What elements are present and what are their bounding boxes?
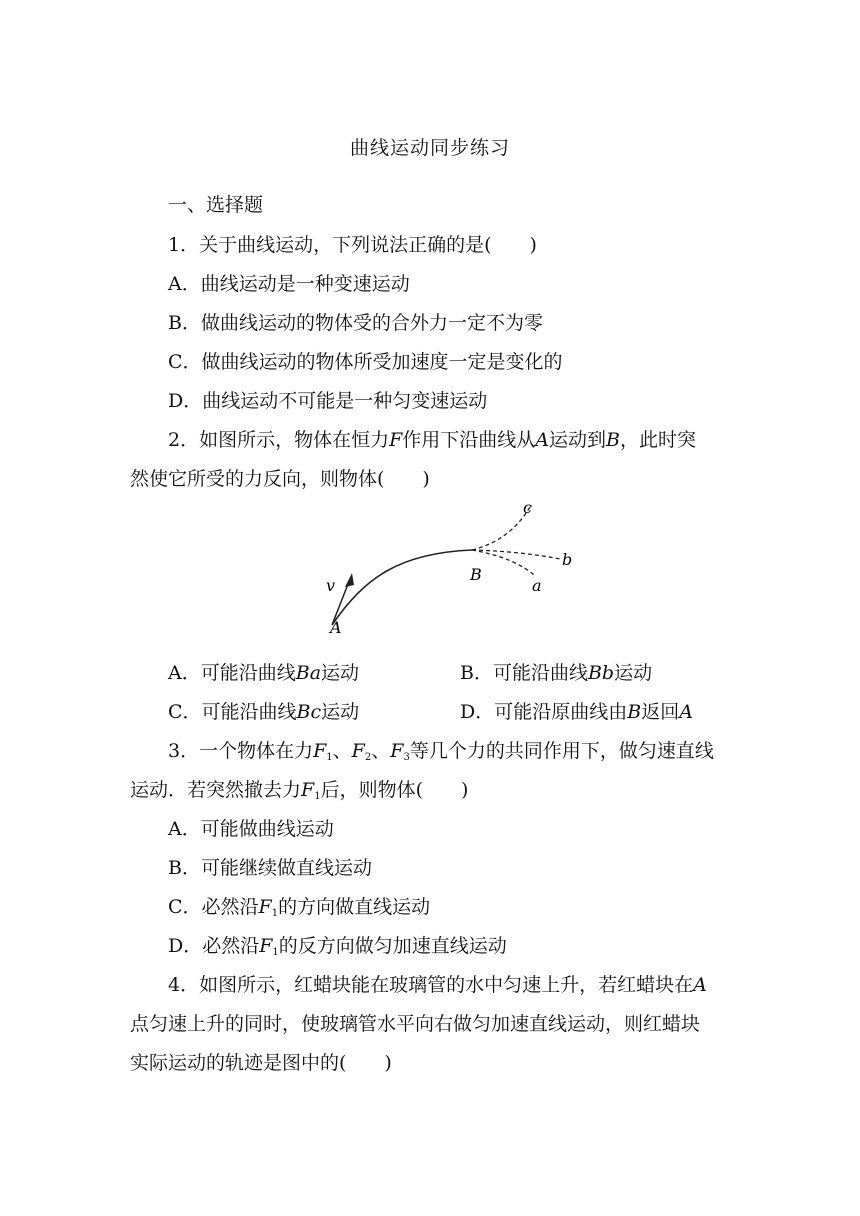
page-title: 曲线运动同步练习 xyxy=(349,137,510,159)
q2-point-a: A xyxy=(535,429,550,451)
label-v: v xyxy=(326,576,336,595)
q4-stem-line3: 实际运动的轨迹是图中的( ) xyxy=(130,1052,392,1074)
q2-option-d-point-a: A xyxy=(679,701,693,723)
section-heading: 一、选择题 xyxy=(168,194,264,216)
q3-option-d xyxy=(168,931,507,958)
q3-option-c xyxy=(168,892,430,919)
q3-subscript-1: 1 xyxy=(272,947,279,958)
q3-force-f2: F xyxy=(351,740,365,762)
q3-force-f1: F xyxy=(258,896,272,918)
q3-subscript-1: 1 xyxy=(326,752,333,763)
q2-option-c xyxy=(168,697,359,724)
q1-option-b: B．做曲线运动的物体受的合外力一定不为零 xyxy=(168,312,543,334)
q2-stem-line1 xyxy=(168,425,696,452)
q2-option-d-point-b: B xyxy=(627,701,642,723)
q2-option-b-text: 运动 xyxy=(614,662,653,684)
q4-point-a: A xyxy=(693,974,707,996)
q1-stem: 1．关于曲线运动，下列说法正确的是( ) xyxy=(168,234,537,256)
label-c-curve: c xyxy=(523,498,532,517)
q2-option-d-text: 返回 xyxy=(641,701,680,723)
q3-force-f1: F xyxy=(301,779,315,801)
q3-stem-text: 运动．若突然撤去力 xyxy=(130,779,302,801)
q3-option-d-text: 的反方向做匀加速直线运动 xyxy=(278,935,507,957)
q2-stem-text: 运动到 xyxy=(549,429,607,451)
q2-option-b-text: B．可能沿曲线 xyxy=(460,662,588,684)
q2-option-b xyxy=(460,658,652,685)
q3-force-f1: F xyxy=(259,935,273,957)
q4-stem-line2: 点匀速上升的同时，使玻璃管水平向右做匀加速直线运动，则红蜡块 xyxy=(130,1013,701,1035)
q3-subscript-1: 1 xyxy=(314,791,321,802)
q1-option-c: C．做曲线运动的物体所受加速度一定是变化的 xyxy=(168,351,563,373)
q3-force-f1: F xyxy=(313,740,327,762)
branch-curve-c xyxy=(472,507,530,550)
q2-stem-line2: 然使它所受的力反向，则物体( ) xyxy=(130,468,430,490)
q2-option-a xyxy=(168,658,359,685)
q2-force-symbol: F xyxy=(389,429,403,451)
q2-option-d xyxy=(460,697,693,724)
q3-option-b: B．可能继续做直线运动 xyxy=(168,857,372,879)
q3-stem-text: 3．一个物体在力 xyxy=(168,740,314,762)
q3-separator: 、 xyxy=(371,740,391,762)
q3-force-f3: F xyxy=(390,740,404,762)
q3-separator: 、 xyxy=(332,740,352,762)
q2-trajectory-figure xyxy=(310,495,590,640)
branch-curve-b xyxy=(472,550,560,559)
q3-subscript-3: 3 xyxy=(403,752,410,763)
q3-option-c-text: C．必然沿 xyxy=(168,896,259,918)
q4-stem-line1 xyxy=(168,970,707,997)
q3-option-c-text: 的方向做直线运动 xyxy=(278,896,431,918)
q2-stem-text: ，此时突 xyxy=(620,429,697,451)
q4-stem-text: 4．如图所示，红蜡块能在玻璃管的水中匀速上升，若红蜡块在 xyxy=(168,974,694,996)
q3-stem-line1 xyxy=(168,736,714,763)
q3-stem-text: 后，则物体( ) xyxy=(320,779,469,801)
q2-option-c-text: 运动 xyxy=(321,701,360,723)
q2-option-a-curve: Ba xyxy=(295,662,322,684)
label-a-curve: a xyxy=(532,576,542,595)
q2-option-c-text: C．可能沿曲线 xyxy=(168,701,297,723)
label-b-point: B xyxy=(470,565,482,584)
velocity-arrowhead xyxy=(345,573,354,587)
q3-subscript-2: 2 xyxy=(364,752,372,763)
q3-stem-text: 等几个力的共同作用下，做匀速直线 xyxy=(409,740,714,762)
q2-option-b-curve: Bb xyxy=(587,662,615,684)
q3-option-d-text: D．必然沿 xyxy=(168,935,260,957)
q2-option-d-text: D．可能沿原曲线由 xyxy=(460,701,628,723)
q2-stem-text: 作用下沿曲线从 xyxy=(402,429,536,451)
trajectory-curve xyxy=(332,550,472,625)
q2-option-a-text: A．可能沿曲线 xyxy=(168,662,296,684)
label-b-curve: b xyxy=(562,550,573,569)
q2-option-c-curve: Bc xyxy=(296,701,322,723)
q3-subscript-1: 1 xyxy=(271,908,279,919)
q1-option-d: D．曲线运动不可能是一种匀变速运动 xyxy=(168,390,488,412)
q2-option-a-text: 运动 xyxy=(321,662,360,684)
q1-option-a: A．曲线运动是一种变速运动 xyxy=(168,273,410,295)
q3-stem-line2 xyxy=(130,775,468,802)
q2-point-b: B xyxy=(606,429,621,451)
label-a-point: A xyxy=(330,618,342,637)
q3-option-a: A．可能做曲线运动 xyxy=(168,818,334,840)
q2-stem-text: 2．如图所示，物体在恒力 xyxy=(168,429,390,451)
